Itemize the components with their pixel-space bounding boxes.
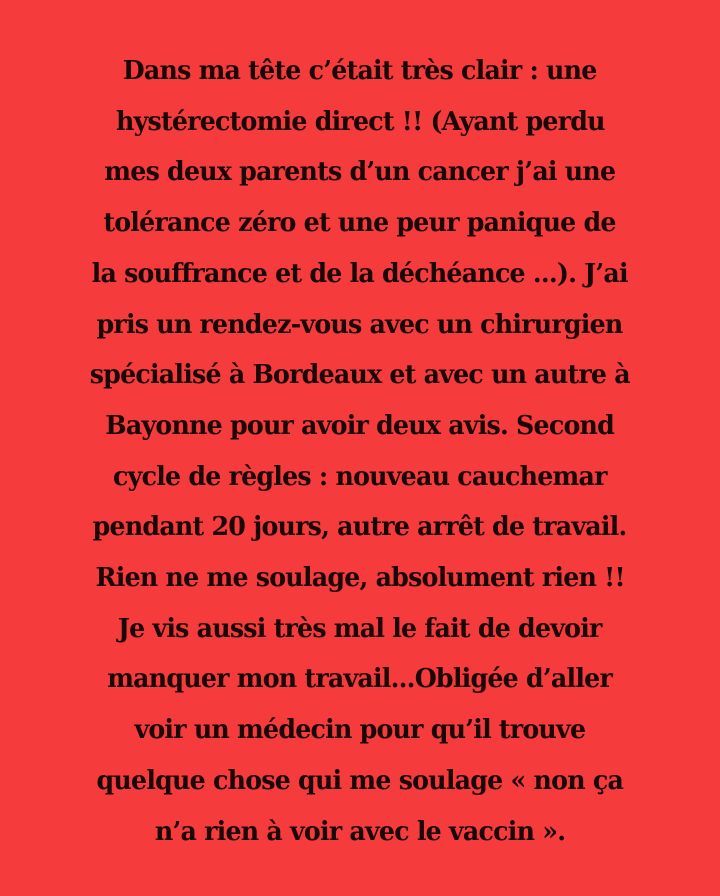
- text-line: Rien ne me soulage, absolument rien !!: [95, 563, 625, 594]
- text-line: cycle de règles : nouveau cauchemar: [113, 461, 607, 492]
- text-line: la souffrance et de la déchéance ...). J’ai: [91, 258, 629, 289]
- text-line: voir un médecin pour qu’il trouve: [134, 715, 586, 746]
- text-line: mes deux parents d’un cancer j’ai une: [104, 157, 616, 188]
- text-line: spécialisé à Bordeaux et avec un autre à: [89, 360, 631, 391]
- text-line: n’a rien à voir avec le vaccin ».: [154, 816, 566, 847]
- text-line: quelque chose qui me soulage « non ça: [96, 765, 624, 796]
- text-paragraph: [0, 46, 720, 857]
- text-line: Je vis aussi très mal le fait de devoir: [118, 613, 602, 644]
- text-line: manquer mon travail...Obligée d’aller: [107, 664, 613, 695]
- text-line: hystérectomie direct !! (Ayant perdu: [115, 106, 605, 137]
- text-line: pendant 20 jours, autre arrêt de travail.: [93, 512, 627, 543]
- text-line: tolérance zéro et une peur panique de: [103, 208, 617, 239]
- text-line: pris un rendez-vous avec un chirurgien: [96, 309, 624, 340]
- text-line: Dans ma tête c’était très clair : une: [123, 56, 597, 86]
- text-line: Bayonne pour avoir deux avis. Second: [105, 410, 615, 441]
